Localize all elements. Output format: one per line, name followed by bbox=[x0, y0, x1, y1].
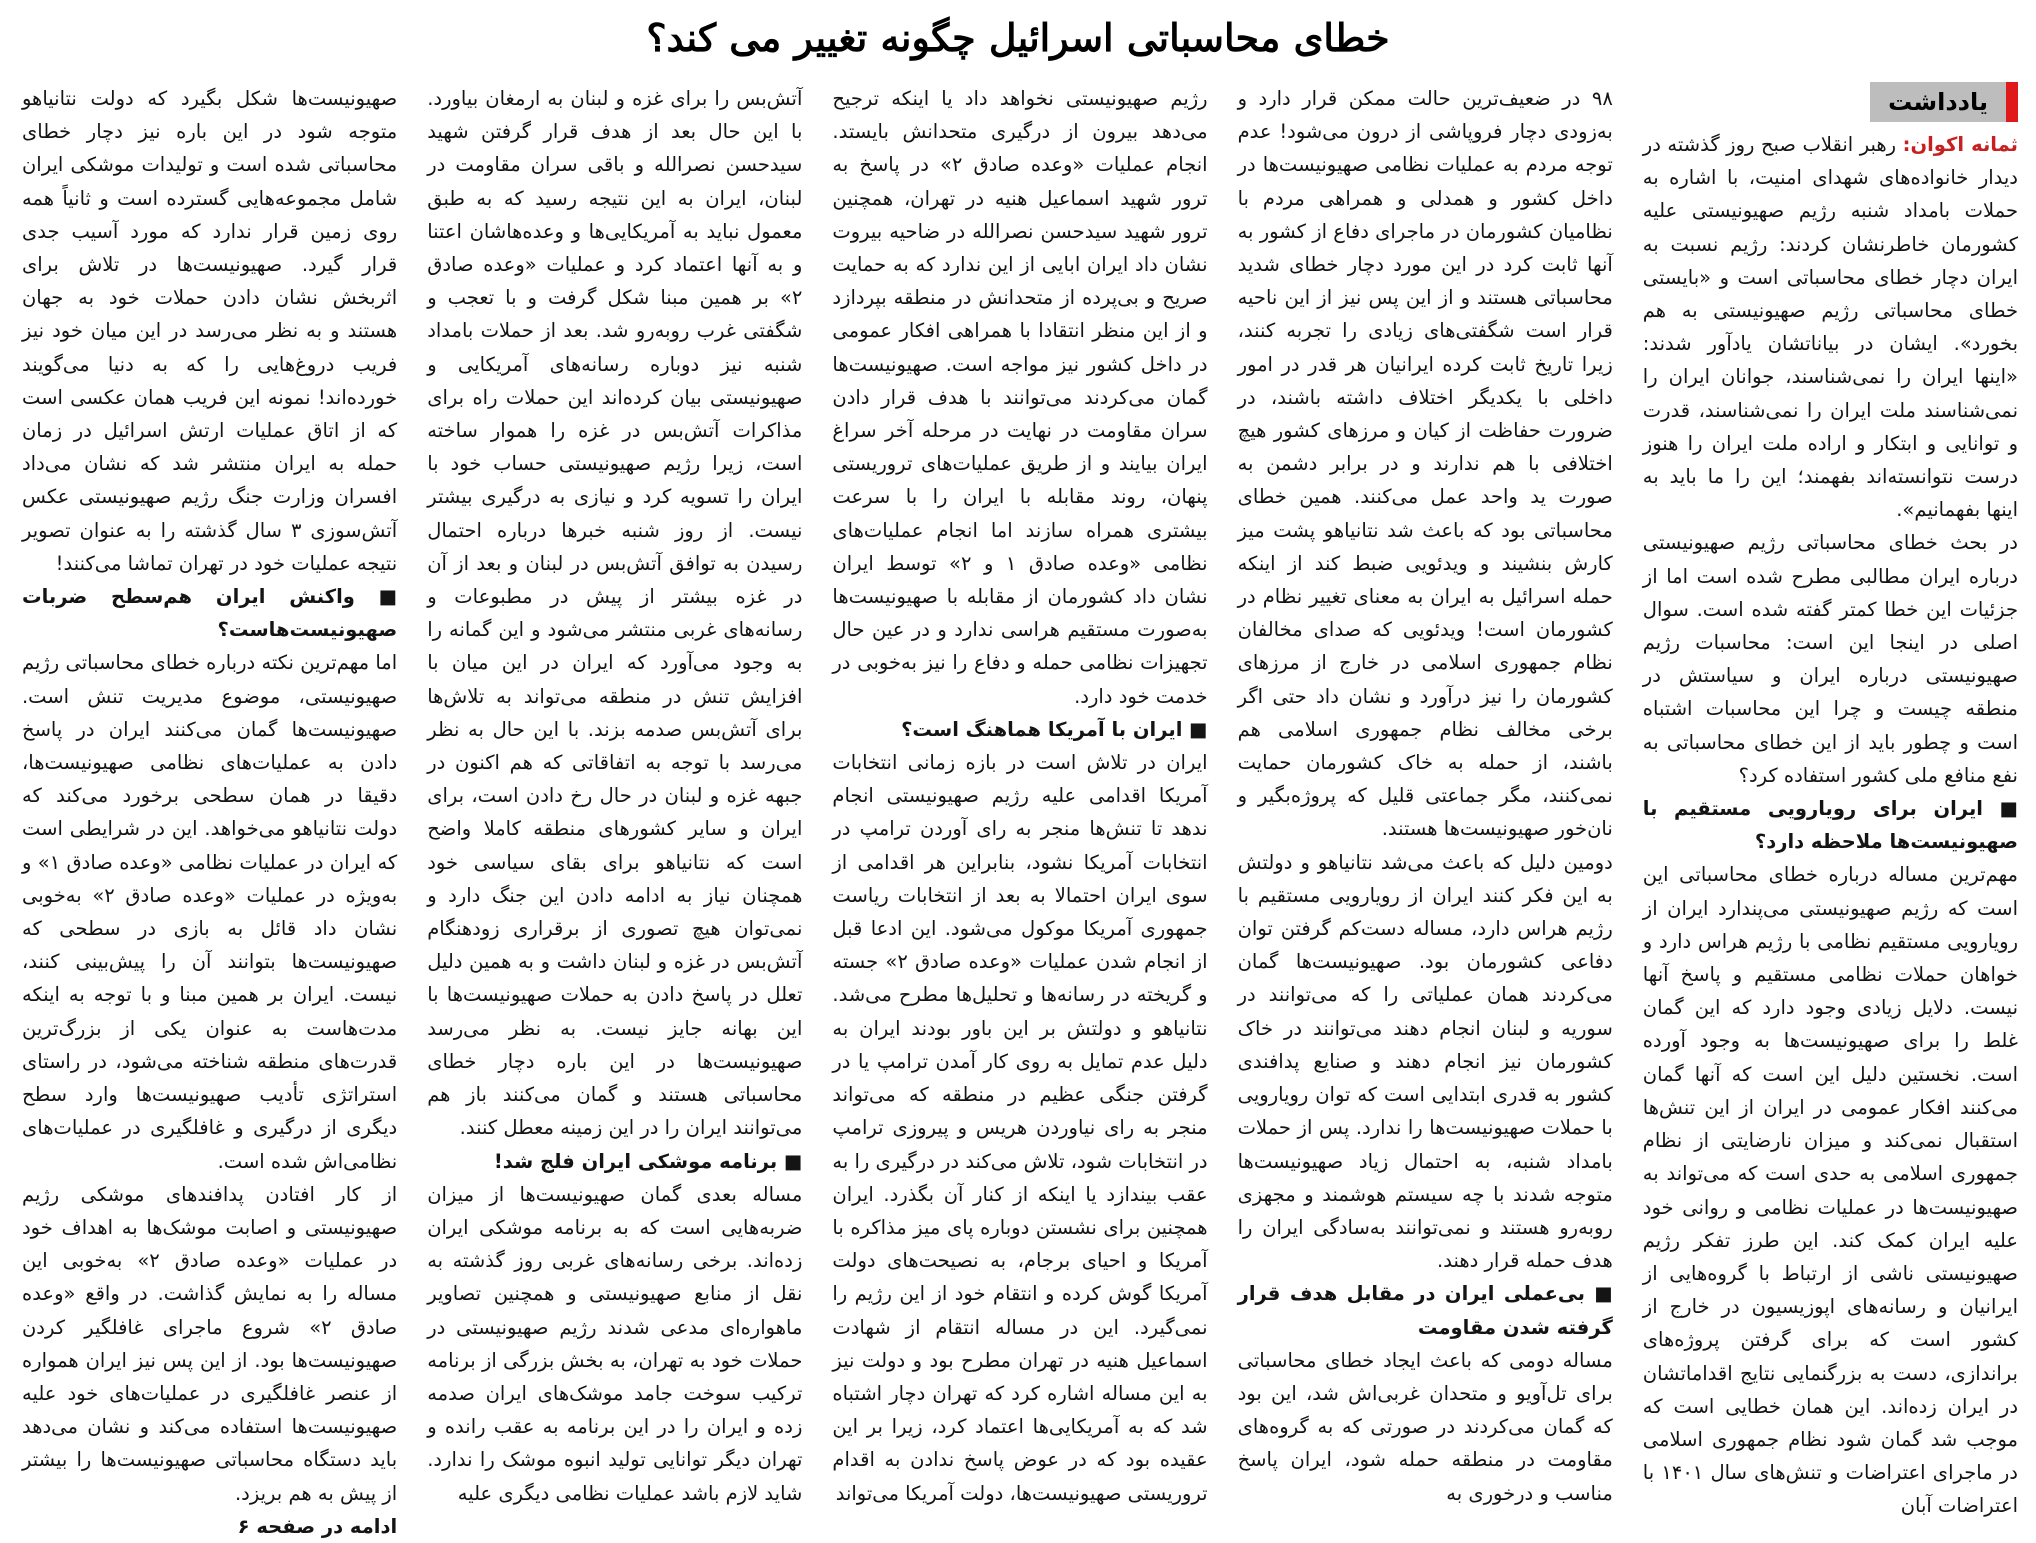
paragraph: مهم‌ترین مساله درباره خطای محاسباتی این است که رژیم صهیونیستی می‌پندارد ایران از رویارویی مستقیم نظامی با رژیم هراس دارد و خواهان حملات نظامی مستقیم و پاسخ آنها نیست. دلایل زیادی وجود دارد که این گمان غلط را برای صهیونیست‌ها به وجود آورده است. نخستین دلیل این است که آنها گمان می‌کنند افکار عمومی در ایران از این تنش‌ها استقبال نمی‌کند و میزان نارضایتی از نظام جمهوری اسلامی به حدی است که می‌تواند به صهیونیست‌ها در عملیات نظامی و روانی خود علیه ایران کمک کند. این طرز تفکر رژیم صهیونیستی ناشی از ارتباط با گروه‌هایی از ایرانیان و رسانه‌های اپوزیسیون در خارج از کشور است که برای گرفتن پروژه‌های براندازی، دست به بزرگنمایی نتایج اقداماتشان در ایران زده‌اند. این همان خطایی است که موجب شد گمان شود نظام جمهوری اسلامی در ماجرای اعتراضات و تنش‌های سال ۱۴۰۱ با اعتراضات آبان bbox=[1642, 863, 2018, 1518]
label-accent-bar bbox=[2006, 82, 2018, 122]
label-text: یادداشت bbox=[1870, 82, 2006, 122]
subheading: ■ برنامه موشکی ایران فلج شد! bbox=[493, 1149, 803, 1173]
subheading: ■ ایران برای رویارویی مستقیم با صهیونیست‌ها ملاحظه دارد؟ bbox=[1642, 797, 2018, 854]
paragraph: آتش‌بس را برای غزه و لبنان به ارمغان بیاورد. با این حال بعد از هدف قرار گرفتن شهید سیدحسن نصرالله و باقی سران مقاومت در لبنان، ایران به این نتیجه رسید که به طبق معمول نباید به آمریکایی‌ها و وعده‌هاشان اعتنا و به آنها اعتماد کرد و عملیات «وعده صادق ۲» بر همین مبنا شکل گرفت و با تعجب و شگفتی غرب روبه‌رو شد. بعد از حملات بامداد شنبه نیز دوباره رسانه‌های آمریکایی و صهیونیستی بیان کرده‌اند این حملات راه برای مذاکرات آتش‌بس در غزه را هموار ساخته است، زیرا رژیم صهیونیستی حساب خود با ایران را تسویه کرد و نیازی به درگیری بیشتر نیست. از روز شنبه خبرها درباره احتمال رسیدن به توافق آتش‌بس در لبنان و بعد از آن در غزه بیشتر از پیش در مطبوعات و رسانه‌های غربی منتشر می‌شود و این گمانه را به وجود می‌آورد که ایران در این میان با افزایش تنش در منطقه می‌تواند به تلاش‌ها برای آتش‌بس صدمه بزند. با این حال به نظر می‌رسد با توجه به اتفاقاتی که هم اکنون در جبهه غزه و لبنان در حال رخ دادن است، برای ایران و سایر کشورهای منطقه کاملا واضح است که نتانیاهو برای بقای سیاسی خود همچنان نیاز به ادامه دادن این جنگ دارد و نمی‌توان هیچ تصوری از برقراری زودهنگام آتش‌بس در غزه و لبنان داشت و به همین دلیل تعلل در پاسخ دادن به حملات صهیونیست‌ها با این بهانه جایز نیست. به نظر می‌رسد صهیونیست‌ها در این باره دچار خطای محاسباتی هستند و گمان می‌کنند باز هم می‌توانند ایران را در این زمینه معطل کنند. bbox=[427, 87, 803, 1140]
paragraph: دومین دلیل که باعث می‌شد نتانیاهو و دولتش به این فکر کنند ایران از رویارویی مستقیم با رژیم هراس دارد، مساله دست‌کم گرفتن توان دفاعی کشورمان بود. صهیونیست‌ها گمان می‌کردند همان عملیاتی را که می‌توانند در سوریه و لبنان انجام دهند می‌توانند در خاک کشورمان نیز انجام دهند و صنایع پدافندی کشور به قدری ابتدایی است که توان رویارویی با حملات صهیونیست‌ها را ندارد. پس از حملات بامداد شنبه، به احتمال زیاد صهیونیست‌ها متوجه شدند با چه سیستم هوشمند و مجهزی روبه‌رو هستند و نمی‌توانند به‌سادگی ایران را هدف حمله قرار دهند. bbox=[1237, 850, 1613, 1273]
paragraph: ۹۸ در ضعیف‌ترین حالت ممکن قرار دارد و به‌زودی دچار فروپاشی از درون می‌شود! عدم توجه مردم به عملیات نظامی صهیونیست‌ها در داخل کشور و همدلی و همراهی مردم با نظامیان کشورمان در ماجرای دفاع از کشور به آنها ثابت کرد در این مورد دچار خطای شدید محاسباتی هستند و از این پس نیز از این ناحیه قرار است شگفتی‌های زیادی را تجربه کنند، زیرا تاریخ ثابت کرده ایرانیان هر قدر در امور داخلی با یکدیگر اختلاف داشته باشند، در ضرورت حفاظت از کیان و مرزهای کشور هیچ اختلافی با هم ندارند و در برابر دشمن به صورت ید واحد عمل می‌کنند. همین خطای محاسباتی بود که باعث شد نتانیاهو پشت میز کارش بنشیند و ویدئویی ضبط کند از اینکه حمله اسرائیل به ایران به معنای تغییر نظام در کشورمان است! ویدئویی که صدای مخالفان نظام جمهوری اسلامی در خارج از مرزهای کشورمان را نیز درآورد و نشان داد حتی اگر برخی مخالف نظام جمهوری اسلامی هم باشند، از حمله به خاک کشورمان حمایت نمی‌کنند، مگر جماعتی قلیل که پروژه‌بگیر و نان‌خور صهیونیست‌ها هستند. bbox=[1237, 87, 1613, 841]
article-columns bbox=[21, 82, 2019, 1538]
paragraph: ایران در تلاش است در بازه زمانی انتخابات آمریکا اقدامی علیه رژیم صهیونیستی انجام ندهد تا تنش‌ها منجر به رای آوردن ترامپ در انتخابات آمریکا نشود، بنابراین هر اقدامی از سوی ایران احتمالا به بعد از انتخابات ریاست جمهوری آمریکا موکول می‌شود. این ادعا قبل از انجام شدن عملیات «وعده صادق ۲» جسته و گریخته در رسانه‌ها و تحلیل‌ها مطرح می‌شد. نتانیاهو و دولتش بر این باور بودند ایران به دلیل عدم تمایل به روی کار آمدن ترامپ یا در گرفتن جنگی عظیم در منطقه که می‌تواند منجر به رای نیاوردن هریس و پیروزی ترامپ در انتخابات شود، تلاش می‌کند در درگیری را به عقب بیندازد یا اینکه از کنار آن بگذرد. ایران همچنین برای نشستن دوباره پای میز مذاکره با آمریکا و احیای برجام، به نصیحت‌های دولت آمریکا گوش کرده و انتقام خود از این رژیم را نمی‌گیرد. این در مساله انتقام از شهادت اسماعیل هنیه در تهران مطرح بود و دولت نیز به این مساله اشاره کرد که تهران دچار اشتباه شد که به آمریکایی‌ها اعتماد کرد، زیرا بر این عقیده بود که در عوض پاسخ ندادن به اقدام تروریستی صهیونیست‌ها، دولت آمریکا می‌تواند bbox=[832, 751, 1208, 1505]
column-3 bbox=[832, 82, 1208, 1505]
subheading: ■ واکنش ایران هم‌سطح ضربات صهیونیست‌هاست؟ bbox=[21, 585, 398, 642]
paragraph: در بحث خطای محاسباتی رژیم صهیونیستی درباره ایران مطالبی مطرح شده است اما از جزئیات این خطا کمتر گفته شده است. سوال اصلی در اینجا این است: محاسبات رژیم صهیونیستی درباره ایران و سیاستش در منطقه چیست و چرا این محاسبات اشتباه است و چطور باید از این خطای محاسباتی به نفع منافع ملی کشور استفاده کرد؟ bbox=[1642, 531, 2018, 787]
paragraph: مساله دومی که باعث ایجاد خطای محاسباتی برای تل‌آویو و متحدان غربی‌اش شد، این بود که گمان می‌کردند در صورتی که به گروه‌های مقاومت در منطقه حمله شود، ایران پاسخ مناسب و درخوری به bbox=[1237, 1348, 1613, 1505]
continued-note: ادامه در صفحه ۶ bbox=[237, 1514, 398, 1538]
paragraph: ثمانه اکوان: رهبر انقلاب صبح روز گذشته در دیدار خانواده‌های شهدای امنیت، با اشاره به حملات بامداد شنبه رژیم صهیونیستی علیه کشورمان خاطرنشان کردند: رژیم نسبت به ایران دچار خطای محاسباتی است و «بایستی خطای محاسباتی رژیم صهیونیستی به هم بخورد». ایشان در بیاناتشان یادآور شدند: «اینها ایران را نمی‌شناسند، جوانان ایران را نمی‌شناسند ملت ایران را نمی‌شناسند، قدرت و توانایی و ابتکار و اراده ملت ایران را هنوز درست نتوانسته‌اند بفهمند؛ این را ما باید به اینها بفهمانیم». bbox=[1642, 133, 2019, 522]
paragraph: رژیم صهیونیستی نخواهد داد یا اینکه ترجیح می‌دهد بیرون از درگیری متحدانش بایستد. انجام عملیات «وعده صادق ۲» در پاسخ به ترور شهید اسماعیل هنیه در تهران، همچنین ترور شهید سیدحسن نصرالله در ضاحیه بیروت نشان داد ایران ابایی از این ندارد که به حمایت صریح و بی‌پرده از متحدانش در منطقه بپردازد و از این منظر انتقادا با همراهی افکار عمومی در داخل کشور نیز مواجه است. صهیونیست‌ها گمان می‌کردند می‌توانند با هدف قرار دادن سران مقاومت در نهایت در مرحله آخر سراغ ایران بیایند و از طریق عملیات‌های تروریستی پنهان، روند مقابله با ایران را با سرعت بیشتری همراه سازند اما انجام عملیات‌های نظامی «وعده صادق ۱ و ۲» توسط ایران نشان داد کشورمان از مقابله با صهیونیست‌ها به‌صورت مستقیم هراسی ندارد و در عین حال تجهیزات نظامی حمله و دفاع را نیز به‌خوبی در خدمت خود دارد. bbox=[832, 87, 1208, 708]
column-2 bbox=[1237, 82, 1613, 1505]
column-1 bbox=[1642, 82, 2019, 1518]
column-5 bbox=[21, 82, 398, 1538]
paragraph: صهیونیست‌ها شکل بگیرد که دولت نتانیاهو متوجه شود در این باره نیز دچار خطای محاسباتی شده است و تولیدات موشکی ایران شامل مجموعه‌هایی گسترده است و ثانیاً همه روی زمین قرار ندارد که مورد آسیب جدی قرار گیرد. صهیونیست‌ها در تلاش برای اثربخش نشان دادن حملات خود به جهان هستند و به نظر می‌رسد در این میان خود نیز فریب دروغ‌هایی را که به دنیا می‌گویند خورده‌اند! نمونه این فریب همان عکسی است که از اتاق عملیات ارتش اسرائیل در زمان حمله به ایران منتشر شد که نشان می‌داد افسران وزارت جنگ رژیم صهیونیستی عکس آتش‌سوزی ۳ سال گذشته را به عنوان تصویر نتیجه عملیات خود در تهران تماشا می‌کنند! bbox=[21, 87, 398, 575]
subheading: ■ بی‌عملی ایران در مقابل هدف قرار گرفته شدن مقاومت bbox=[1237, 1282, 1613, 1339]
headline: خطای محاسباتی اسرائیل چگونه تغییر می کند؟ bbox=[646, 15, 1390, 60]
paragraph: از کار افتادن پدافندهای موشکی رژیم صهیونیستی و اصابت موشک‌ها به اهداف خود در عملیات «وعده صادق ۲» به‌خوبی این مساله را به نمایش گذاشت. در واقع «وعده صادق ۲» شروع ماجرای غافلگیر کردن صهیونیست‌ها بود. از این پس نیز ایران همواره از عنصر غافلگیری در عملیات‌های خود علیه صهیونیست‌ها استفاده می‌کند و نشان می‌دهد باید دستگاه محاسباتی صهیونیست‌ها را بیشتر از پیش به هم بریزد. bbox=[21, 1182, 398, 1505]
author-name: ثمانه اکوان: bbox=[1902, 133, 2019, 156]
paragraph: اما مهم‌ترین نکته درباره خطای محاسباتی رژیم صهیونیستی، موضوع مدیریت تنش است. صهیونیست‌ها گمان می‌کنند ایران در پاسخ دادن به عملیات‌های نظامی صهیونیست‌ها، دقیقا در همان سطحی برخورد می‌کند که دولت نتانیاهو می‌خواهد. این در شرایطی است که ایران در عملیات نظامی «وعده صادق ۱» و به‌ویژه در عملیات «وعده صادق ۲» به‌خوبی نشان داد قائل به بازی در سطحی که صهیونیست‌ها بتوانند آن را پیش‌بینی کنند، نیست. ایران بر همین مبنا و با توجه به اینکه مدت‌هاست به عنوان یکی از بزرگ‌ترین قدرت‌های منطقه شناخته می‌شود، در راستای استراتژی تأدیب صهیونیست‌ها وارد سطح دیگری از درگیری و غافلگیری در عملیات‌های نظامی‌اش شده است. bbox=[21, 651, 398, 1173]
subheading: ■ ایران با آمریکا هماهنگ است؟ bbox=[901, 717, 1208, 741]
column-4 bbox=[427, 82, 803, 1505]
paragraph: مساله بعدی گمان صهیونیست‌ها از میزان ضربه‌هایی است که به برنامه موشکی ایران زده‌اند. برخی رسانه‌های غربی روز گذشته به نقل از منابع صهیونیستی و همچنین تصاویر ماهواره‌ای مدعی شدند رژیم صهیونیستی در حملات خود به تهران، به بخش بزرگی از برنامه ترکیب سوخت جامد موشک‌های ایران صدمه زده و ایران را در این برنامه به عقب رانده و تهران دیگر توانایی تولید انبوه موشک را ندارد. شاید لازم باشد عملیات نظامی دیگری علیه bbox=[427, 1182, 803, 1505]
note-label bbox=[1643, 82, 2018, 122]
